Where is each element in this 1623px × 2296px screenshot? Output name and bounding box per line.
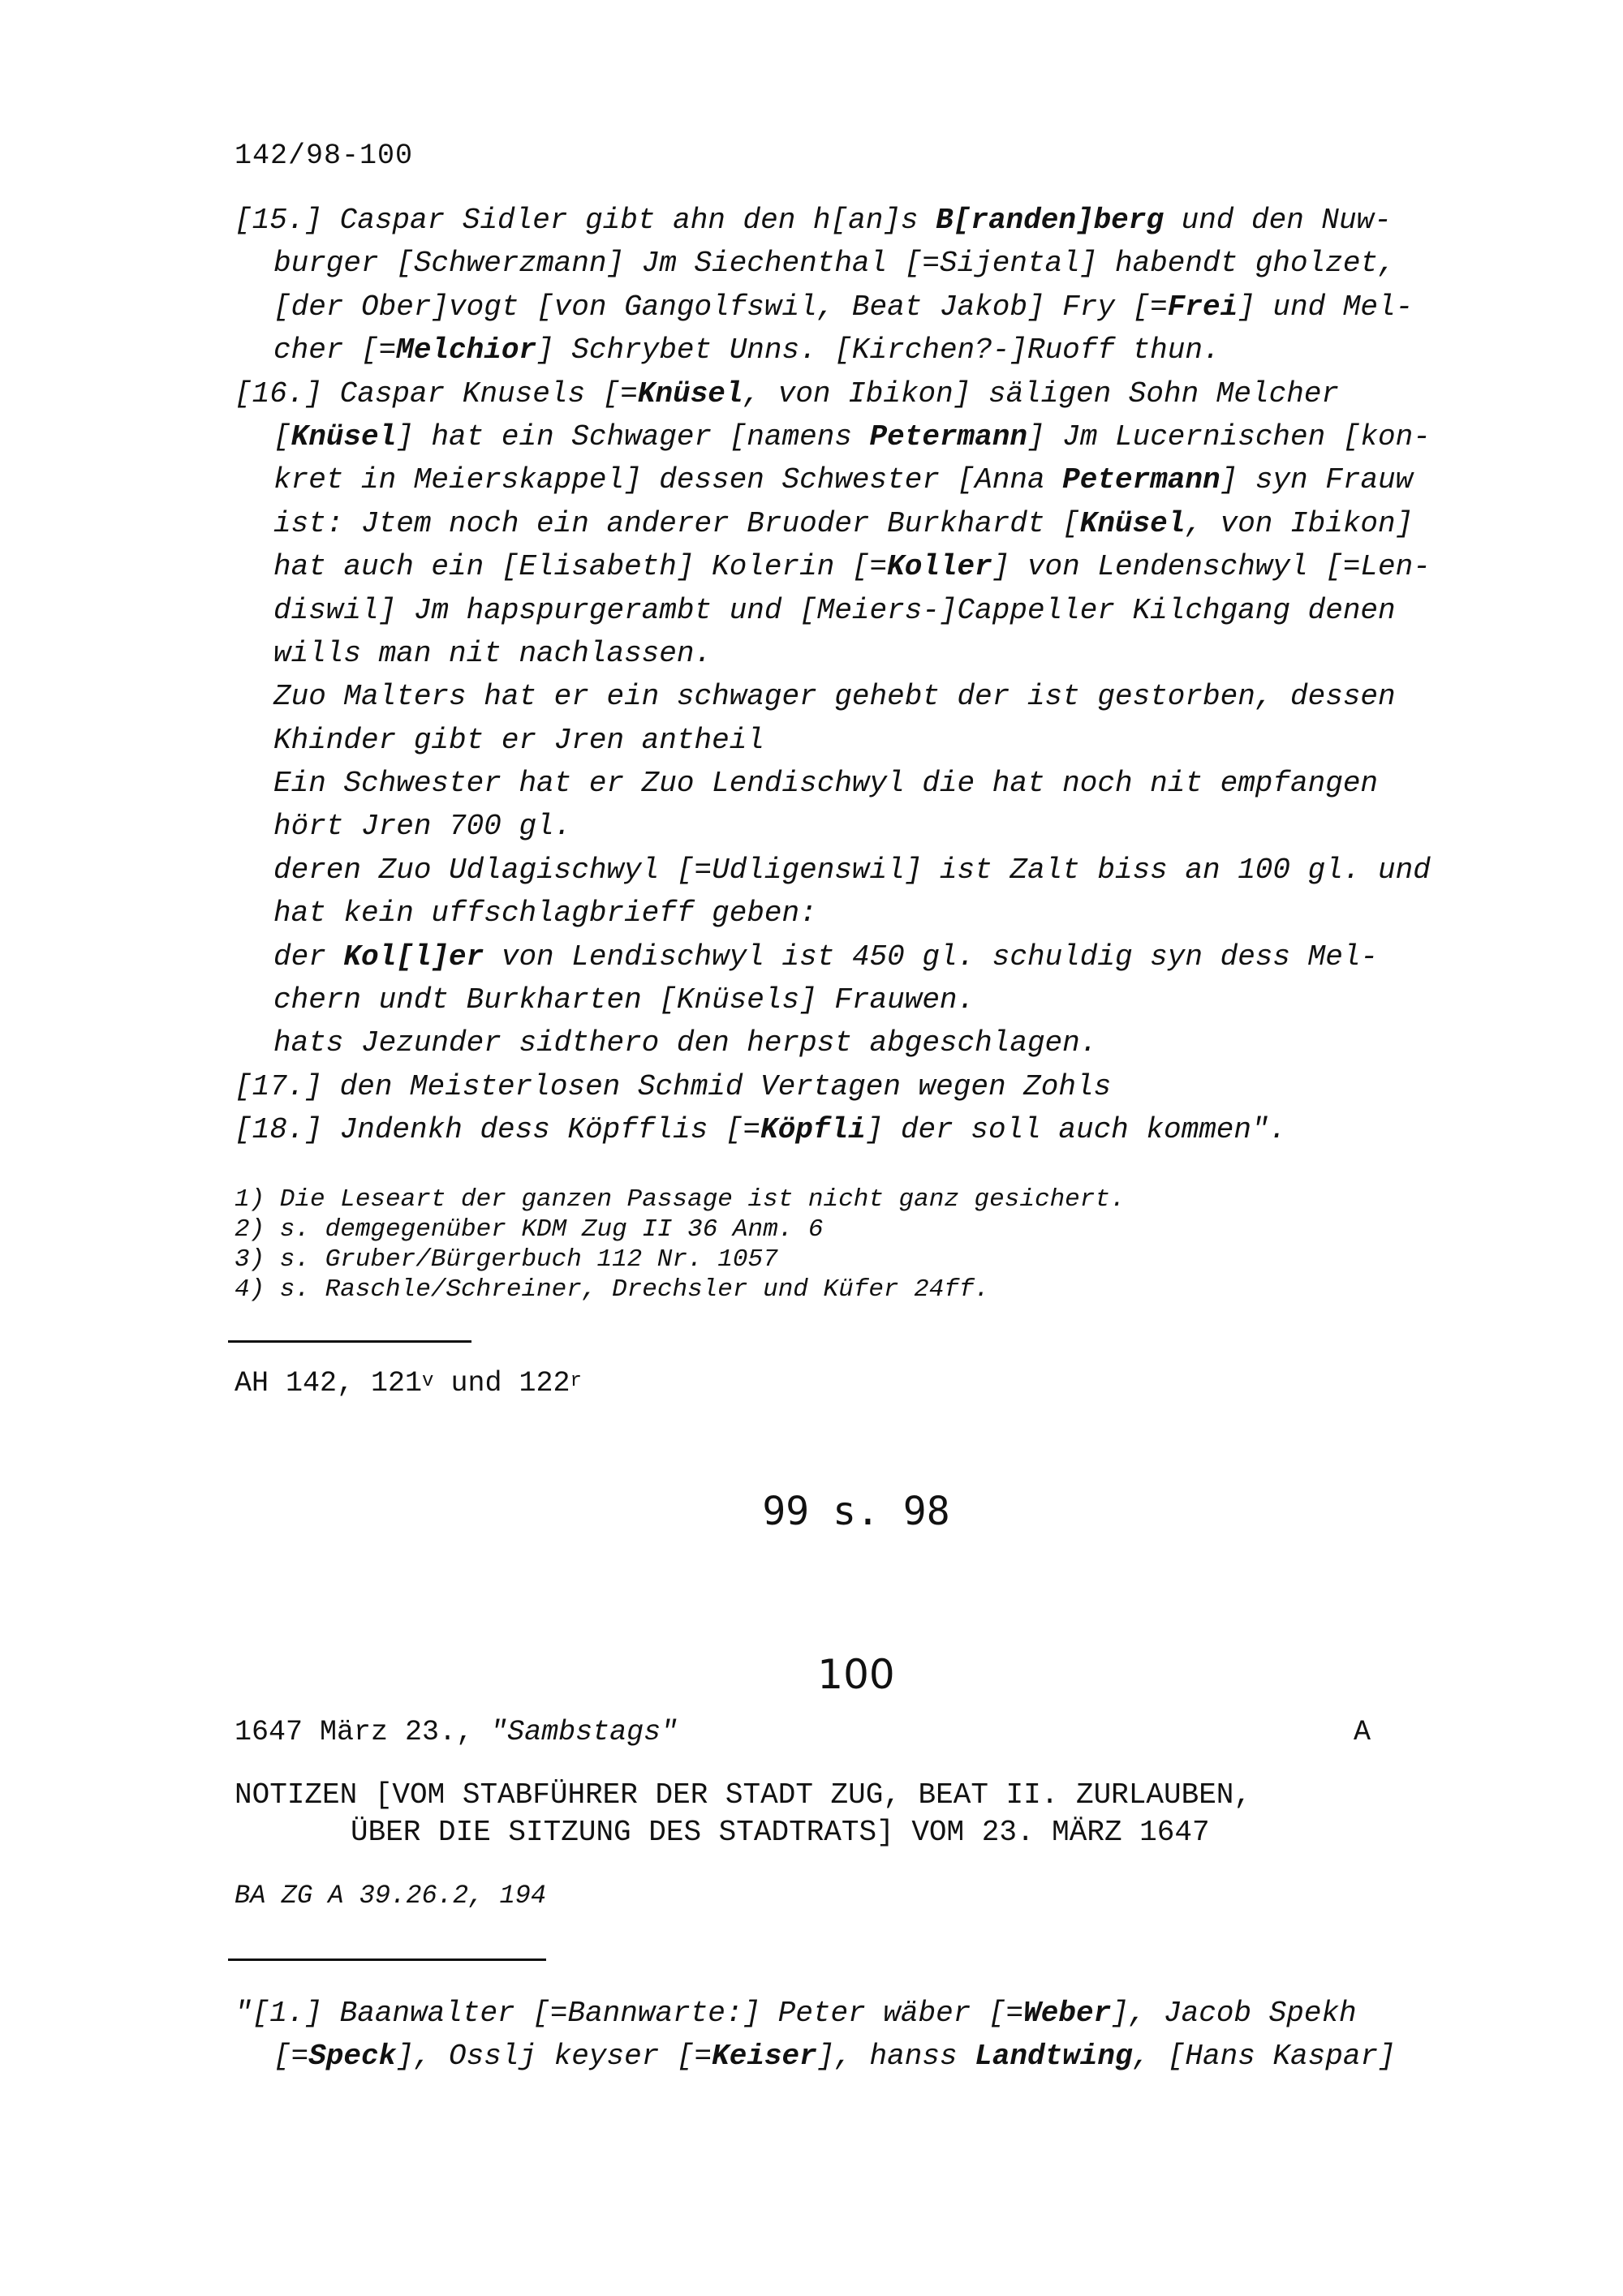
text-line: [der Ober]vogt [von Gangolfswil, Beat Jakob] Fry [=Frei] und Mel- (273, 290, 1414, 324)
document-number: 100 (817, 1651, 895, 1698)
text-line: [15.] Caspar Sidler gibt ahn den h[an]s B[randen]berg und den Nuw- (235, 204, 1392, 237)
text-line: chern undt Burkharten [Knüsels] Frauwen. (273, 983, 975, 1017)
footnotes (235, 1185, 1126, 1305)
section-entry (235, 372, 1500, 1065)
text-line: Ein Schwester hat er Zuo Lendischwyl die hat noch nit empfangen (273, 767, 1379, 801)
section2-entry (235, 1992, 1500, 2079)
text-line: [18.] Jndenkh dess Köpfflis [=Köpfli] der soll auch kommen". (235, 1113, 1287, 1147)
text-line: wills man nit nachlassen. (273, 636, 712, 670)
archive-reference: BA ZG A 39.26.2, 194 (235, 1881, 547, 1911)
section-entry (235, 1065, 1500, 1108)
title-line-1: NOTIZEN [VOM STABFÜHRER DER STADT ZUG, BEAT II. ZURLAUBEN, (235, 1778, 1252, 1812)
text-line: hat kein uffschlagbrieff geben: (273, 896, 817, 931)
text-line: hört Jren 700 gl. (273, 810, 572, 844)
section-entry (235, 1108, 1500, 1151)
dateline: 1647 März 23., "Sambstags" (235, 1716, 678, 1748)
text-line: cher [=Melchior] Schrybet Unns. [Kirchen?-]Ruoff thun. (273, 333, 1220, 368)
text-line: "[1.] Baanwalter [=Bannwarte:] Peter wäber [=Weber], Jacob Spekh (235, 1997, 1357, 2030)
document-type: A (1354, 1716, 1371, 1748)
footnote: 1) Die Leseart der ganzen Passage ist nicht ganz gesichert. (235, 1185, 1126, 1214)
title-line-2: ÜBER DIE SITZUNG DES STADTRATS] VOM 23. MÄRZ 1647 (351, 1816, 1210, 1849)
section-divider (228, 1958, 546, 1961)
footnote: 3) s. Gruber/Bürgerbuch 112 Nr. 1057 (235, 1245, 778, 1274)
footnote: 2) s. demgegenüber KDM Zug II 36 Anm. 6 (235, 1215, 824, 1244)
text-line: der Kol[l]er von Lendischwyl ist 450 gl. schuldig syn dess Mel- (273, 939, 1379, 974)
text-line: Zuo Malters hat er ein schwager gehebt der ist gestorben, dessen (273, 680, 1396, 714)
text-line: kret in Meierskappel] dessen Schwester [Anna Petermann] syn Frauw (273, 463, 1414, 497)
entries-block (235, 199, 1500, 1152)
text-line: burger [Schwerzmann] Jm Siechenthal [=Sijental] habendt gholzet, (273, 247, 1396, 281)
source-reference: AH 142, 121$^v$ und 122$^r$ (235, 1367, 582, 1400)
text-line: ist: Jtem noch ein anderer Bruoder Burkhardt [Knüsel, von Ibikon] (273, 506, 1414, 540)
entries-block-2 (235, 1992, 1500, 2079)
page-header: 142/98-100 (235, 140, 414, 172)
text-line: [17.] den Meisterlosen Schmid Vertagen wegen Zohls (235, 1069, 1112, 1103)
text-line: hat auch ein [Elisabeth] Kolerin [=Koller] von Lendenschwyl [=Len- (273, 550, 1431, 584)
document-title (235, 1777, 1419, 1851)
text-line: [Knüsel] hat ein Schwager [namens Petermann] Jm Lucernischen [kon- (273, 419, 1431, 454)
footnote-divider (228, 1340, 471, 1343)
text-line: [16.] Caspar Knusels [=Knüsel, von Ibikon] säligen Sohn Melcher (235, 376, 1340, 411)
text-line: deren Zuo Udlagischwyl [=Udligenswil] ist Zalt biss an 100 gl. und (273, 853, 1431, 887)
section-entry (235, 199, 1500, 372)
footnote: 4) s. Raschle/Schreiner, Drechsler und Küfer 24ff. (235, 1275, 990, 1304)
text-line: hats Jezunder sidthero den herpst abgeschlagen. (273, 1026, 1098, 1060)
text-line: [=Speck], Osslj keyser [=Keiser], hanss Landtwing, [Hans Kaspar] (273, 2040, 1396, 2074)
text-line: diswil] Jm hapspurgerambt und [Meiers-]Cappeller Kilchgang denen (273, 593, 1396, 627)
text-line: Khinder gibt er Jren antheil (273, 723, 764, 757)
cross-reference: 99 s. 98 (762, 1489, 950, 1534)
